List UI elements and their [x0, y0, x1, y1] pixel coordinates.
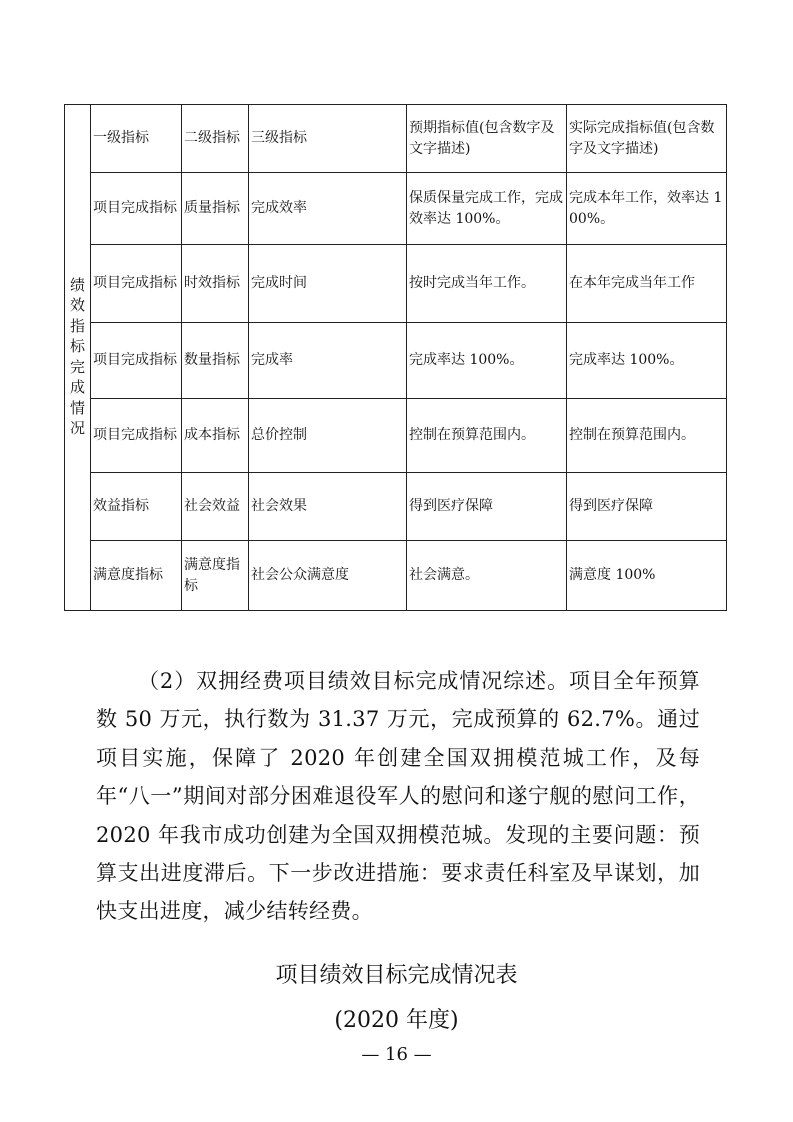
table-row [65, 473, 727, 541]
table-row [65, 173, 727, 245]
category-cell [65, 105, 91, 611]
cell-level1: 项目完成指标 [91, 323, 182, 399]
table-row [65, 541, 727, 611]
performance-indicator-table [64, 104, 727, 611]
cell-level1: 项目完成指标 [91, 245, 182, 323]
cell-level1: 满意度指标 [91, 541, 182, 611]
cell-level3: 完成效率 [249, 173, 407, 245]
cell-expected: 控制在预算范围内。 [407, 399, 567, 473]
cell-expected: 完成率达 100%。 [407, 323, 567, 399]
cell-level2: 成本指标 [182, 399, 249, 473]
header-level1: 一级指标 [91, 105, 182, 173]
cell-level3: 社会效果 [249, 473, 407, 541]
cell-actual: 完成本年工作，效率达 100%。 [567, 173, 727, 245]
cell-actual: 得到医疗保障 [567, 473, 727, 541]
summary-paragraph: （2）双拥经费项目绩效目标完成情况综述。项目全年预算数 50 万元，执行数为 31.37 万元，完成预算的 62.7%。通过项目实施，保障了 2020 年创建全国双拥模范城工作，及每年“八一”期间对部分困难退役军人的慰问和遂宁舰的慰问工作，2020 年我市成功创建为全国双拥模范城。发现的主要问题：预算支出进度滞后。下一步改进措施：要求责任科室及早谋划，加快支出进度，减少结转经费。 [96, 669, 700, 924]
cell-level3: 完成率 [249, 323, 407, 399]
cell-level3: 完成时间 [249, 245, 407, 323]
table-header-row [65, 105, 727, 173]
page-number: — 16 — [361, 1044, 432, 1065]
cell-level1: 项目完成指标 [91, 173, 182, 245]
table-row [65, 399, 727, 473]
cell-actual: 在本年完成当年工作 [567, 245, 727, 323]
cell-expected: 得到医疗保障 [407, 473, 567, 541]
cell-level3: 社会公众满意度 [249, 541, 407, 611]
cell-level2: 质量指标 [182, 173, 249, 245]
cell-level3: 总价控制 [249, 399, 407, 473]
next-table-year: (2020 年度) [334, 1008, 459, 1033]
cell-level2: 数量指标 [182, 323, 249, 399]
table-row [65, 245, 727, 323]
next-table-title: 项目绩效目标完成情况表 [275, 963, 518, 988]
header-level3: 三级指标 [249, 105, 407, 173]
cell-actual: 控制在预算范围内。 [567, 399, 727, 473]
header-expected: 预期指标值(包含数字及文字描述) [407, 105, 567, 173]
cell-actual: 满意度 100% [567, 541, 727, 611]
cell-actual: 完成率达 100%。 [567, 323, 727, 399]
category-label: 绩效指标完成情况 [69, 275, 85, 438]
cell-level1: 效益指标 [91, 473, 182, 541]
cell-level2: 满意度指标 [182, 541, 249, 611]
table-row [65, 323, 727, 399]
cell-expected: 保质保量完成工作，完成效率达 100%。 [407, 173, 567, 245]
cell-level2: 时效指标 [182, 245, 249, 323]
header-actual: 实际完成指标值(包含数字及文字描述) [567, 105, 727, 173]
cell-expected: 按时完成当年工作。 [407, 245, 567, 323]
cell-level2: 社会效益 [182, 473, 249, 541]
cell-expected: 社会满意。 [407, 541, 567, 611]
cell-level1: 项目完成指标 [91, 399, 182, 473]
header-level2: 二级指标 [182, 105, 249, 173]
